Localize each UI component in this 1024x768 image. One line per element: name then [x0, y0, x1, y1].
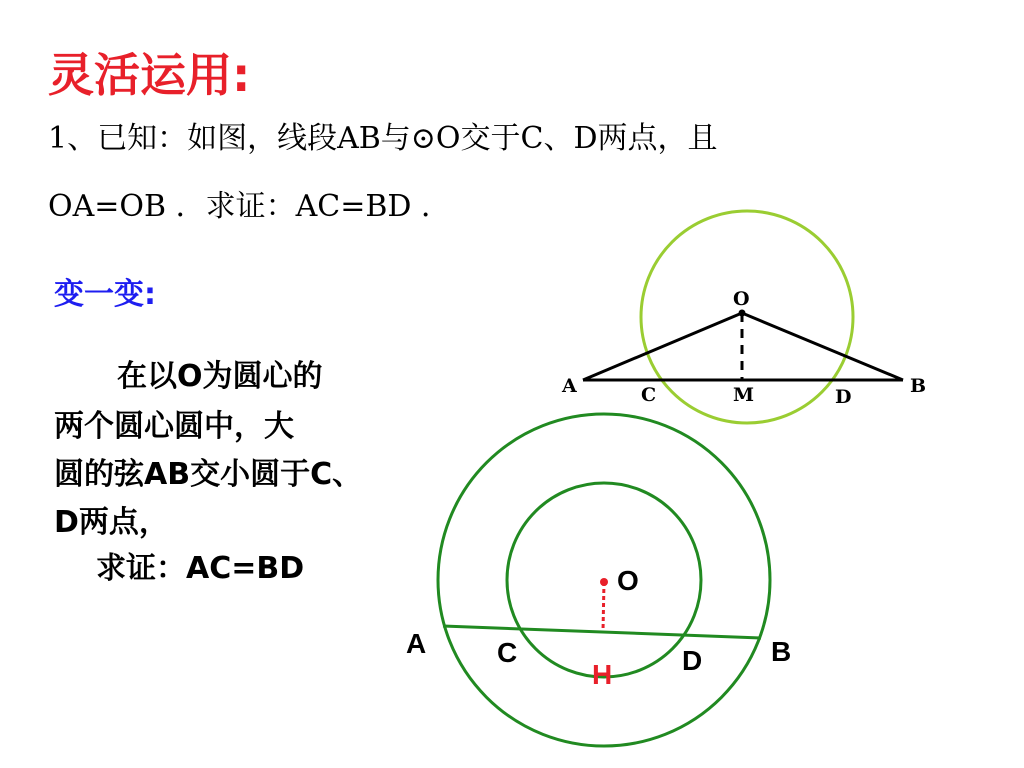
figure-concentric-circles: [406, 414, 791, 746]
variant-text-line-1: 在以O为圆心的: [117, 359, 323, 394]
label-a: A: [562, 375, 577, 397]
label-b: B: [910, 375, 927, 397]
label-c: C: [641, 384, 657, 406]
label-a: A: [406, 628, 427, 659]
label-d: D: [835, 386, 852, 408]
slide-title: 灵活运用:: [48, 48, 251, 102]
figure-circle-segment: [561, 211, 926, 423]
perpendicular-oh: [603, 582, 604, 631]
variant-text-line-2: 两个圆心圆中，大: [54, 409, 294, 444]
problem-statement-line-2: OA=OB ．求证：AC=BD ．: [48, 189, 451, 224]
label-h: H: [592, 659, 613, 690]
label-o: O: [733, 288, 750, 310]
point-o: [739, 310, 746, 317]
label-d: D: [682, 645, 703, 676]
label-m: M: [733, 384, 755, 406]
label-b: B: [771, 636, 792, 667]
point-o: [600, 578, 608, 586]
variant-text-line-5: 求证：AC=BD: [96, 551, 305, 586]
variant-label: 变一变:: [54, 277, 156, 312]
label-o: O: [617, 565, 639, 596]
variant-text-line-3: 圆的弦AB交小圆于C、: [54, 457, 363, 492]
segment-oa: [583, 313, 742, 380]
segment-ob: [742, 313, 903, 380]
label-c: C: [497, 637, 518, 668]
variant-text-line-4: D两点，: [54, 505, 169, 540]
problem-statement-line-1: 1、已知：如图，线段AB与⊙O交于C、D两点，且: [48, 121, 718, 156]
